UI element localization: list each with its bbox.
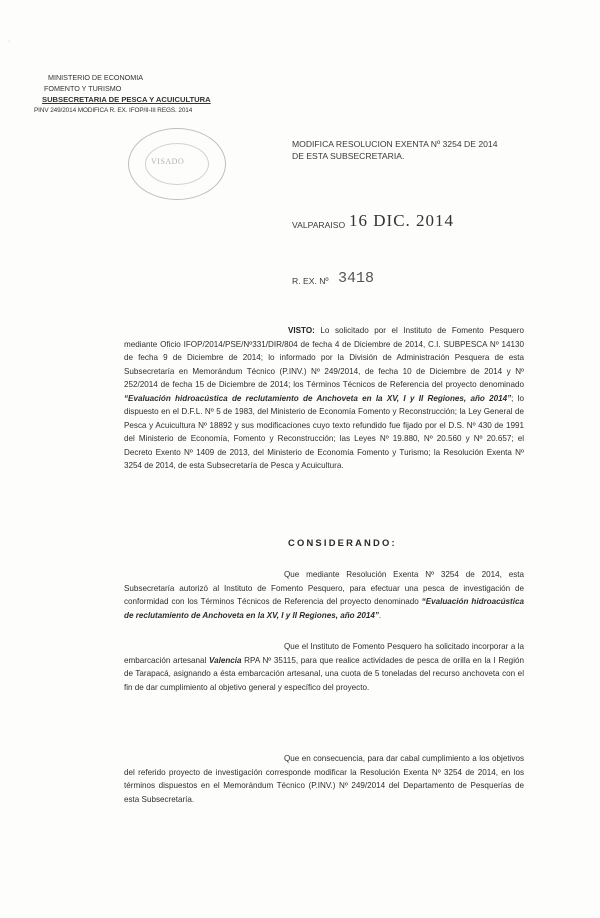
letterhead [34,72,211,116]
letterhead-subsecretaria: SUBSECRETARIA DE PESCA Y ACUICULTURA [42,95,211,104]
p1-project: “Evaluación hidroacústica de reclutamiento de Anchoveta en la XV, I y II Regiones, año 2014” [124,597,524,620]
corner-mark: · [8,38,11,45]
p2-text-2: RPA Nº 35115, para que realice actividades de pesca de orilla en la I Región de Tarapacá, asignando a ésta embarcación artesanal, una cuota de 5 toneladas del recurso anchoveta con el fin de dar cumplimiento al objetivo general y específico del proyecto. [124,655,524,692]
place: VALPARAISO [292,220,346,230]
letterhead-reference: PINV 249/2014 MODIFICA R. EX. IFOP/II-III REGS. 2014 [34,107,193,114]
subject-line-1: MODIFICA RESOLUCION EXENTA Nº 3254 DE 2014 [292,139,498,149]
p2-boat-name: Valencia [208,655,242,665]
p1-text: Que mediante Resolución Exenta Nº 3254 de 2014, esta Subsecretaría autorizó al Instituto de Fomento Pesquero, para efectuar una pesca de investigación de conformidad con los Términos Técnicos de Referencia del proyecto denominado [124,570,524,606]
subject-block [292,138,497,162]
visto-label: VISTO: [288,326,315,335]
visto-project: “Evaluación hidroacústica de reclutamiento de Anchoveta en la XV, I y II Regiones, año 2014” [124,393,512,403]
stamp-text: VISADO [151,157,185,166]
considerando-heading: CONSIDERANDO: [288,537,397,548]
resolution-number: 3418 [338,270,375,287]
resolution-label: R. EX. Nº [292,276,329,286]
p1-end: . [378,610,382,620]
considerando-paragraph-3 [124,752,524,806]
p2-text-1: Que el Instituto de Fomento Pesquero ha solicitado incorporar a la embarcación artesanal [124,642,524,665]
considerando-paragraph-1 [124,568,524,622]
visto-text-2: ; lo dispuesto en el D.F.L. Nº 5 de 1983, del Ministerio de Economía Fomento y Reconstrucción; la Ley General de Pesca y Acuicultura Nº 18892 y sus modificaciones cuyo texto refundido fue fijado por el D.S. Nº 430 de 1991 del Ministerio de Economía, Fomento y Reconstrucción; las Leyes Nº 19.880, Nº 20.560 y Nº 20.657; el Decreto Exento Nº 1409 de 2013, del Ministerio de Economía Fomento y Turismo; la Resolución Exenta Nº 3254 de 2014, de esta Subsecretaría de Pesca y Acuicultura. [124,393,524,470]
considerando-paragraph-2 [124,640,524,694]
visado-stamp [128,128,226,200]
visto-paragraph [124,324,524,473]
p3-text: Que en consecuencia, para dar cabal cumplimiento a los objetivos del referido proyecto de investigación corresponde modificar la Resolución Exenta Nº 3254 de 2014, en los términos dispuestos en el Memorándum Técnico (P.INV.) Nº 249/2014 del Departamento de Pesquerías de esta Subsecretaría. [124,754,524,804]
visto-text-1: Lo solicitado por el Instituto de Fomento Pesquero mediante Oficio IFOP/2014/PSE/Nº331/DIR/804 de fecha 4 de Diciembre de 2014, C.I. SUBPESCA Nº 14130 de fecha 9 de Diciembre de 2014; lo informado por la División de Administración Pesquera de esta Subsecretaría en Memorándum Técnico (P.INV.) Nº 249/2014, de fecha 10 de Diciembre de 2014 y Nº 252/2014 de fecha 15 de Diciembre de 2014; los Términos Técnicos de Referencia del proyecto denominado [124,326,524,389]
letterhead-ministry: MINISTERIO DE ECONOMIA [48,73,144,82]
letterhead-fomento: FOMENTO Y TURISMO [44,84,122,93]
date-stamp: 16 DIC. 2014 [349,211,455,230]
subject-line-2: DE ESTA SUBSECRETARIA. [292,151,405,161]
